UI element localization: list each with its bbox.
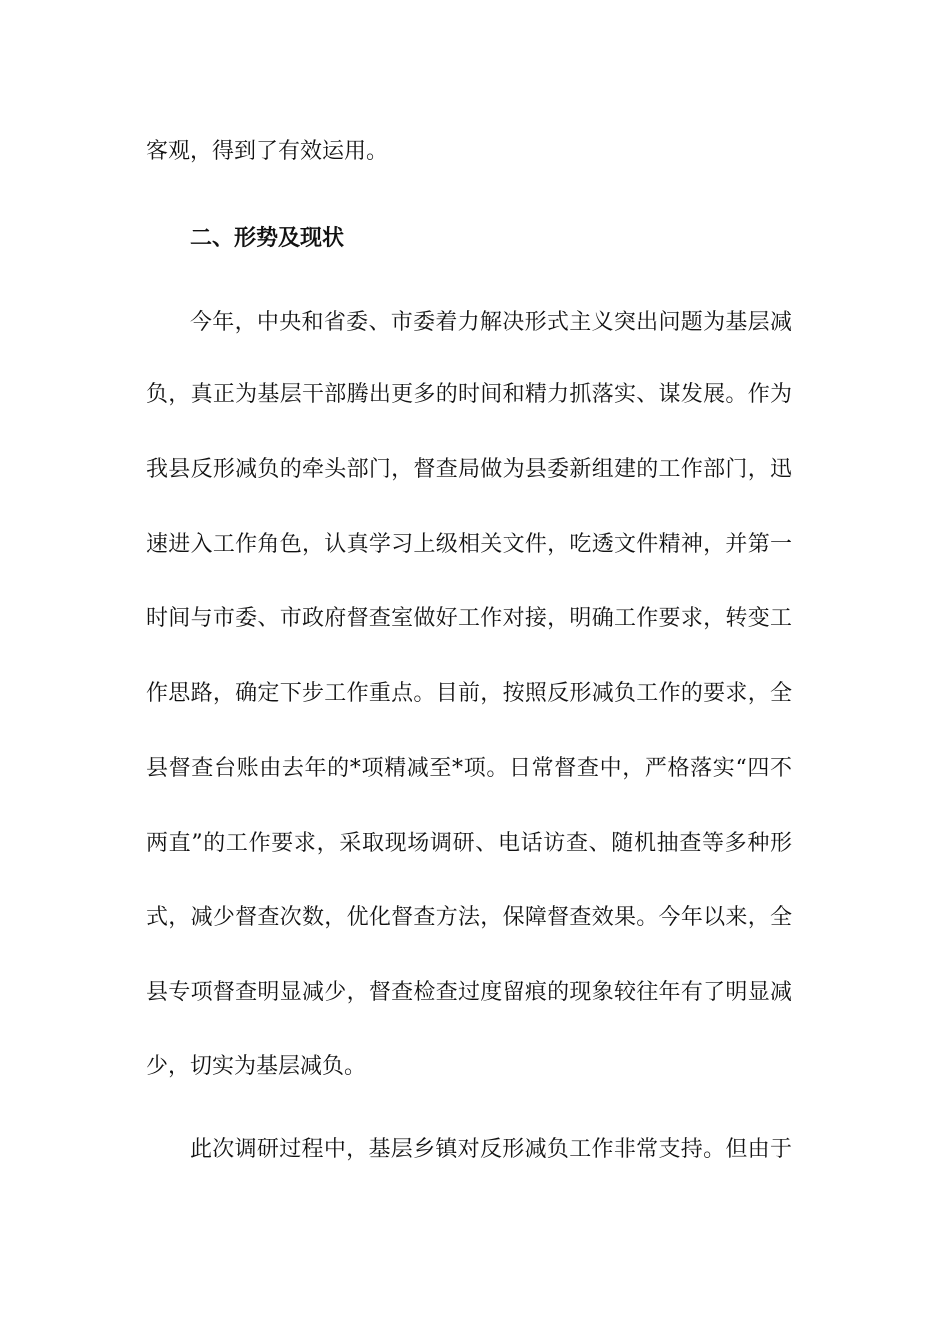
paragraph-line: 时间与市委、市政府督查室做好工作对接，明确工作要求，转变工 <box>146 606 792 631</box>
paragraph-line: 少，切实为基层减负。 <box>146 1054 367 1079</box>
paragraph-line: 两直”的工作要求，采取现场调研、电话访查、随机抽查等多种形 <box>146 831 792 856</box>
paragraph-line: 我县反形减负的牵头部门，督查局做为县委新组建的工作部门，迅 <box>146 457 792 482</box>
paragraph-line: 负，真正为基层干部腾出更多的时间和精力抓落实、谋发展。作为 <box>146 382 792 407</box>
paragraph-line: 县专项督查明显减少，督查检查过度留痕的现象较往年有了明显减 <box>146 980 792 1005</box>
section-heading: 二、形势及现状 <box>190 226 345 251</box>
paragraph-line: 今年，中央和省委、市委着力解决形式主义突出问题为基层减 <box>190 310 792 335</box>
paragraph-line: 县督查台账由去年的*项精减至*项。日常督查中，严格落实“四不 <box>146 756 792 781</box>
paragraph-line: 式，减少督查次数，优化督查方法，保障督查效果。今年以来，全 <box>146 905 792 930</box>
paragraph-line: 速进入工作角色，认真学习上级相关文件，吃透文件精神，并第一 <box>146 532 792 557</box>
paragraph-line: 此次调研过程中，基层乡镇对反形减负工作非常支持。但由于 <box>190 1137 792 1162</box>
paragraph-continuation-line: 客观，得到了有效运用。 <box>146 139 389 164</box>
paragraph-line: 作思路，确定下步工作重点。目前，按照反形减负工作的要求，全 <box>146 681 792 706</box>
